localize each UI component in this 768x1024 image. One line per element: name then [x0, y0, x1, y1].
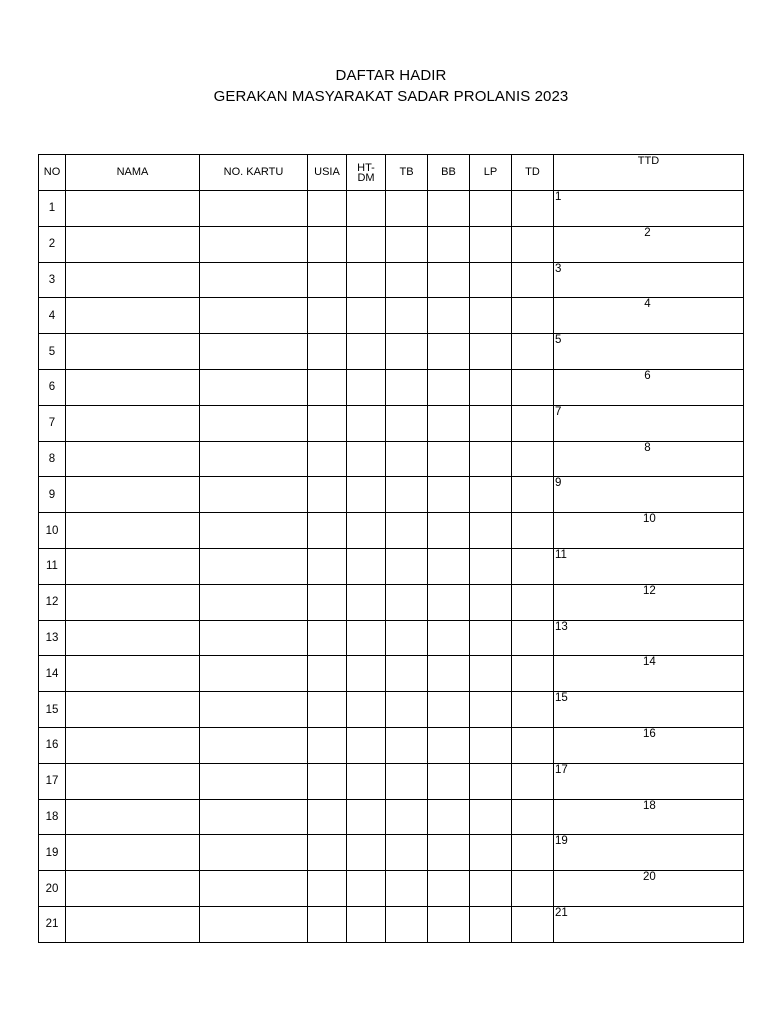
cell-tb[interactable] — [386, 799, 428, 835]
cell-ht-dm[interactable] — [347, 441, 386, 477]
cell-nama[interactable] — [66, 584, 200, 620]
cell-ht-dm[interactable] — [347, 727, 386, 763]
cell-no-kartu[interactable] — [200, 835, 308, 871]
cell-tb[interactable] — [386, 871, 428, 907]
cell-lp[interactable] — [470, 692, 512, 728]
cell-td[interactable] — [512, 763, 554, 799]
cell-ttd-signature[interactable] — [554, 334, 744, 370]
cell-ht-dm[interactable] — [347, 477, 386, 513]
cell-ht-dm[interactable] — [347, 620, 386, 656]
cell-lp[interactable] — [470, 871, 512, 907]
cell-ttd-signature[interactable] — [554, 871, 744, 907]
cell-usia[interactable] — [308, 513, 347, 549]
row-number: 17 — [39, 763, 66, 799]
cell-bb[interactable] — [428, 513, 470, 549]
header-tb: TB — [386, 155, 428, 191]
cell-tb[interactable] — [386, 334, 428, 370]
table-row — [39, 835, 744, 871]
cell-usia[interactable] — [308, 548, 347, 584]
table-row — [39, 441, 744, 477]
cell-ht-dm[interactable] — [347, 835, 386, 871]
cell-ttd-signature[interactable] — [554, 763, 744, 799]
table-row — [39, 871, 744, 907]
cell-nama[interactable] — [66, 763, 200, 799]
cell-no-kartu[interactable] — [200, 369, 308, 405]
cell-lp[interactable] — [470, 369, 512, 405]
cell-no-kartu[interactable] — [200, 334, 308, 370]
attendance-table — [38, 154, 744, 943]
cell-ht-dm[interactable] — [347, 405, 386, 441]
ttd-number: 17 — [555, 763, 568, 776]
cell-bb[interactable] — [428, 298, 470, 334]
ttd-number: 10 — [643, 513, 656, 526]
document-title: DAFTAR HADIR — [335, 67, 447, 84]
cell-td[interactable] — [512, 692, 554, 728]
table-row — [39, 262, 744, 298]
cell-ht-dm[interactable] — [347, 298, 386, 334]
header-ttd: TTD — [554, 155, 744, 191]
cell-no-kartu[interactable] — [200, 871, 308, 907]
cell-lp[interactable] — [470, 405, 512, 441]
cell-lp[interactable] — [470, 226, 512, 262]
cell-lp[interactable] — [470, 620, 512, 656]
cell-td[interactable] — [512, 405, 554, 441]
cell-td[interactable] — [512, 871, 554, 907]
cell-ttd-signature[interactable] — [554, 799, 744, 835]
cell-bb[interactable] — [428, 799, 470, 835]
cell-ht-dm[interactable] — [347, 226, 386, 262]
cell-no-kartu[interactable] — [200, 405, 308, 441]
cell-ht-dm[interactable] — [347, 262, 386, 298]
row-number: 21 — [39, 906, 66, 942]
cell-ht-dm[interactable] — [347, 548, 386, 584]
cell-td[interactable] — [512, 477, 554, 513]
cell-ttd-signature[interactable] — [554, 548, 744, 584]
table-row — [39, 405, 744, 441]
table-row — [39, 584, 744, 620]
row-number: 13 — [39, 620, 66, 656]
ttd-number: 2 — [644, 226, 651, 239]
cell-bb[interactable] — [428, 548, 470, 584]
cell-no-kartu[interactable] — [200, 477, 308, 513]
header-usia: USIA — [308, 155, 347, 191]
cell-no-kartu[interactable] — [200, 727, 308, 763]
row-number: 6 — [39, 369, 66, 405]
cell-bb[interactable] — [428, 871, 470, 907]
cell-ttd-signature[interactable] — [554, 906, 744, 942]
cell-nama[interactable] — [66, 369, 200, 405]
cell-ht-dm[interactable] — [347, 191, 386, 227]
cell-ht-dm[interactable] — [347, 513, 386, 549]
cell-lp[interactable] — [470, 727, 512, 763]
cell-nama[interactable] — [66, 727, 200, 763]
header-nama: NAMA — [66, 155, 200, 191]
cell-ht-dm[interactable] — [347, 369, 386, 405]
cell-lp[interactable] — [470, 906, 512, 942]
cell-no-kartu[interactable] — [200, 620, 308, 656]
cell-no-kartu[interactable] — [200, 763, 308, 799]
cell-no-kartu[interactable] — [200, 513, 308, 549]
cell-no-kartu[interactable] — [200, 584, 308, 620]
ttd-number: 18 — [643, 799, 656, 812]
ttd-number: 8 — [644, 441, 651, 454]
cell-nama[interactable] — [66, 548, 200, 584]
cell-ttd-signature[interactable] — [554, 298, 744, 334]
cell-td[interactable] — [512, 727, 554, 763]
row-number: 18 — [39, 799, 66, 835]
cell-bb[interactable] — [428, 191, 470, 227]
cell-td[interactable] — [512, 835, 554, 871]
row-number: 10 — [39, 513, 66, 549]
cell-tb[interactable] — [386, 262, 428, 298]
table-row — [39, 620, 744, 656]
row-number: 11 — [39, 548, 66, 584]
table-row — [39, 513, 744, 549]
header-lp: LP — [470, 155, 512, 191]
cell-usia[interactable] — [308, 763, 347, 799]
cell-td[interactable] — [512, 620, 554, 656]
table-row — [39, 906, 744, 942]
cell-ttd-signature[interactable] — [554, 620, 744, 656]
cell-bb[interactable] — [428, 906, 470, 942]
cell-no-kartu[interactable] — [200, 226, 308, 262]
cell-bb[interactable] — [428, 405, 470, 441]
cell-ttd-signature[interactable] — [554, 441, 744, 477]
row-number: 19 — [39, 835, 66, 871]
cell-usia[interactable] — [308, 692, 347, 728]
ttd-number: 3 — [555, 262, 562, 275]
table-row — [39, 799, 744, 835]
cell-tb[interactable] — [386, 548, 428, 584]
cell-bb[interactable] — [428, 727, 470, 763]
cell-nama[interactable] — [66, 226, 200, 262]
cell-usia[interactable] — [308, 298, 347, 334]
cell-td[interactable] — [512, 513, 554, 549]
cell-bb[interactable] — [428, 692, 470, 728]
cell-ttd-signature[interactable] — [554, 191, 744, 227]
ttd-number: 9 — [555, 477, 562, 490]
ttd-number: 19 — [555, 835, 568, 848]
cell-ttd-signature[interactable] — [554, 477, 744, 513]
cell-bb[interactable] — [428, 226, 470, 262]
cell-ttd-signature[interactable] — [554, 405, 744, 441]
cell-usia[interactable] — [308, 191, 347, 227]
cell-bb[interactable] — [428, 763, 470, 799]
cell-lp[interactable] — [470, 334, 512, 370]
cell-ttd-signature[interactable] — [554, 584, 744, 620]
cell-no-kartu[interactable] — [200, 441, 308, 477]
header-ht-dm-line2: DM — [357, 171, 375, 184]
cell-ht-dm[interactable] — [347, 692, 386, 728]
cell-bb[interactable] — [428, 334, 470, 370]
cell-lp[interactable] — [470, 477, 512, 513]
cell-bb[interactable] — [428, 369, 470, 405]
cell-usia[interactable] — [308, 369, 347, 405]
row-number: 9 — [39, 477, 66, 513]
cell-usia[interactable] — [308, 656, 347, 692]
header-bb: BB — [428, 155, 470, 191]
table-row — [39, 334, 744, 370]
cell-tb[interactable] — [386, 727, 428, 763]
ttd-number: 1 — [555, 191, 562, 203]
row-number: 8 — [39, 441, 66, 477]
row-number: 7 — [39, 405, 66, 441]
cell-nama[interactable] — [66, 799, 200, 835]
cell-no-kartu[interactable] — [200, 298, 308, 334]
cell-tb[interactable] — [386, 369, 428, 405]
row-number: 15 — [39, 692, 66, 728]
header-no: NO — [39, 155, 66, 191]
table-row — [39, 763, 744, 799]
cell-td[interactable] — [512, 262, 554, 298]
ttd-number: 16 — [643, 727, 656, 740]
cell-tb[interactable] — [386, 656, 428, 692]
cell-ht-dm[interactable] — [347, 799, 386, 835]
cell-tb[interactable] — [386, 692, 428, 728]
cell-usia[interactable] — [308, 727, 347, 763]
cell-ht-dm[interactable] — [347, 763, 386, 799]
table-row — [39, 548, 744, 584]
header-no-kartu: NO. KARTU — [200, 155, 308, 191]
ttd-number: 5 — [555, 334, 562, 347]
cell-nama[interactable] — [66, 513, 200, 549]
row-number: 12 — [39, 584, 66, 620]
row-number: 16 — [39, 727, 66, 763]
cell-bb[interactable] — [428, 262, 470, 298]
cell-nama[interactable] — [66, 656, 200, 692]
row-number: 2 — [39, 226, 66, 262]
cell-lp[interactable] — [470, 763, 512, 799]
ttd-number: 4 — [644, 298, 651, 311]
ttd-number: 13 — [555, 620, 568, 633]
cell-td[interactable] — [512, 334, 554, 370]
cell-usia[interactable] — [308, 405, 347, 441]
cell-tb[interactable] — [386, 191, 428, 227]
cell-no-kartu[interactable] — [200, 191, 308, 227]
cell-td[interactable] — [512, 799, 554, 835]
header-ht-dm-line1: HT- — [357, 161, 375, 174]
cell-lp[interactable] — [470, 548, 512, 584]
cell-ttd-signature[interactable] — [554, 727, 744, 763]
cell-tb[interactable] — [386, 441, 428, 477]
cell-usia[interactable] — [308, 799, 347, 835]
cell-lp[interactable] — [470, 799, 512, 835]
cell-usia[interactable] — [308, 835, 347, 871]
ttd-number: 7 — [555, 405, 562, 418]
cell-nama[interactable] — [66, 906, 200, 942]
cell-usia[interactable] — [308, 334, 347, 370]
ttd-number: 11 — [555, 548, 567, 561]
cell-usia[interactable] — [308, 906, 347, 942]
header-row — [39, 155, 744, 191]
cell-ttd-signature[interactable] — [554, 692, 744, 728]
cell-tb[interactable] — [386, 584, 428, 620]
cell-td[interactable] — [512, 906, 554, 942]
cell-td[interactable] — [512, 656, 554, 692]
cell-tb[interactable] — [386, 763, 428, 799]
cell-tb[interactable] — [386, 906, 428, 942]
cell-nama[interactable] — [66, 298, 200, 334]
cell-td[interactable] — [512, 369, 554, 405]
cell-tb[interactable] — [386, 226, 428, 262]
cell-tb[interactable] — [386, 835, 428, 871]
cell-bb[interactable] — [428, 441, 470, 477]
cell-nama[interactable] — [66, 692, 200, 728]
cell-no-kartu[interactable] — [200, 799, 308, 835]
cell-td[interactable] — [512, 226, 554, 262]
cell-ttd-signature[interactable] — [554, 369, 744, 405]
cell-no-kartu[interactable] — [200, 548, 308, 584]
cell-td[interactable] — [512, 548, 554, 584]
cell-ht-dm[interactable] — [347, 871, 386, 907]
cell-ht-dm[interactable] — [347, 906, 386, 942]
table-row — [39, 727, 744, 763]
cell-nama[interactable] — [66, 405, 200, 441]
cell-lp[interactable] — [470, 656, 512, 692]
cell-nama[interactable] — [66, 620, 200, 656]
ttd-number: 6 — [644, 369, 651, 382]
cell-usia[interactable] — [308, 620, 347, 656]
cell-td[interactable] — [512, 191, 554, 227]
row-number: 5 — [39, 334, 66, 370]
cell-tb[interactable] — [386, 513, 428, 549]
table-row — [39, 191, 744, 227]
cell-lp[interactable] — [470, 191, 512, 227]
cell-usia[interactable] — [308, 226, 347, 262]
cell-no-kartu[interactable] — [200, 692, 308, 728]
cell-tb[interactable] — [386, 298, 428, 334]
cell-td[interactable] — [512, 584, 554, 620]
cell-tb[interactable] — [386, 477, 428, 513]
cell-ttd-signature[interactable] — [554, 835, 744, 871]
cell-lp[interactable] — [470, 262, 512, 298]
table-row — [39, 656, 744, 692]
cell-ht-dm[interactable] — [347, 334, 386, 370]
cell-bb[interactable] — [428, 584, 470, 620]
cell-usia[interactable] — [308, 584, 347, 620]
row-number: 4 — [39, 298, 66, 334]
row-number: 1 — [39, 191, 66, 227]
cell-ttd-signature[interactable] — [554, 656, 744, 692]
ttd-number: 12 — [643, 584, 656, 597]
ttd-number: 15 — [555, 692, 568, 705]
header-td: TD — [512, 155, 554, 191]
document-subtitle: GERAKAN MASYARAKAT SADAR PROLANIS 2023 — [213, 88, 569, 105]
header-ht-dm — [347, 155, 386, 191]
cell-nama[interactable] — [66, 334, 200, 370]
row-number: 14 — [39, 656, 66, 692]
cell-bb[interactable] — [428, 620, 470, 656]
cell-bb[interactable] — [428, 835, 470, 871]
cell-nama[interactable] — [66, 835, 200, 871]
table-row — [39, 477, 744, 513]
cell-lp[interactable] — [470, 513, 512, 549]
cell-ht-dm[interactable] — [347, 656, 386, 692]
cell-ht-dm[interactable] — [347, 584, 386, 620]
cell-tb[interactable] — [386, 405, 428, 441]
cell-usia[interactable] — [308, 262, 347, 298]
cell-td[interactable] — [512, 298, 554, 334]
cell-bb[interactable] — [428, 477, 470, 513]
table-row — [39, 226, 744, 262]
cell-lp[interactable] — [470, 584, 512, 620]
cell-no-kartu[interactable] — [200, 906, 308, 942]
row-number: 20 — [39, 871, 66, 907]
ttd-number: 14 — [643, 656, 656, 669]
cell-ttd-signature[interactable] — [554, 513, 744, 549]
cell-ttd-signature[interactable] — [554, 262, 744, 298]
cell-usia[interactable] — [308, 441, 347, 477]
cell-nama[interactable] — [66, 441, 200, 477]
table-row — [39, 369, 744, 405]
cell-usia[interactable] — [308, 477, 347, 513]
cell-ttd-signature[interactable] — [554, 226, 744, 262]
table-row — [39, 692, 744, 728]
row-number: 3 — [39, 262, 66, 298]
cell-no-kartu[interactable] — [200, 262, 308, 298]
ttd-number: 21 — [555, 906, 568, 919]
cell-no-kartu[interactable] — [200, 656, 308, 692]
cell-nama[interactable] — [66, 191, 200, 227]
cell-lp[interactable] — [470, 441, 512, 477]
cell-tb[interactable] — [386, 620, 428, 656]
cell-nama[interactable] — [66, 262, 200, 298]
cell-bb[interactable] — [428, 656, 470, 692]
cell-nama[interactable] — [66, 477, 200, 513]
cell-nama[interactable] — [66, 871, 200, 907]
cell-lp[interactable] — [470, 298, 512, 334]
cell-lp[interactable] — [470, 835, 512, 871]
table-row — [39, 298, 744, 334]
ttd-number: 20 — [643, 871, 656, 884]
cell-td[interactable] — [512, 441, 554, 477]
cell-usia[interactable] — [308, 871, 347, 907]
